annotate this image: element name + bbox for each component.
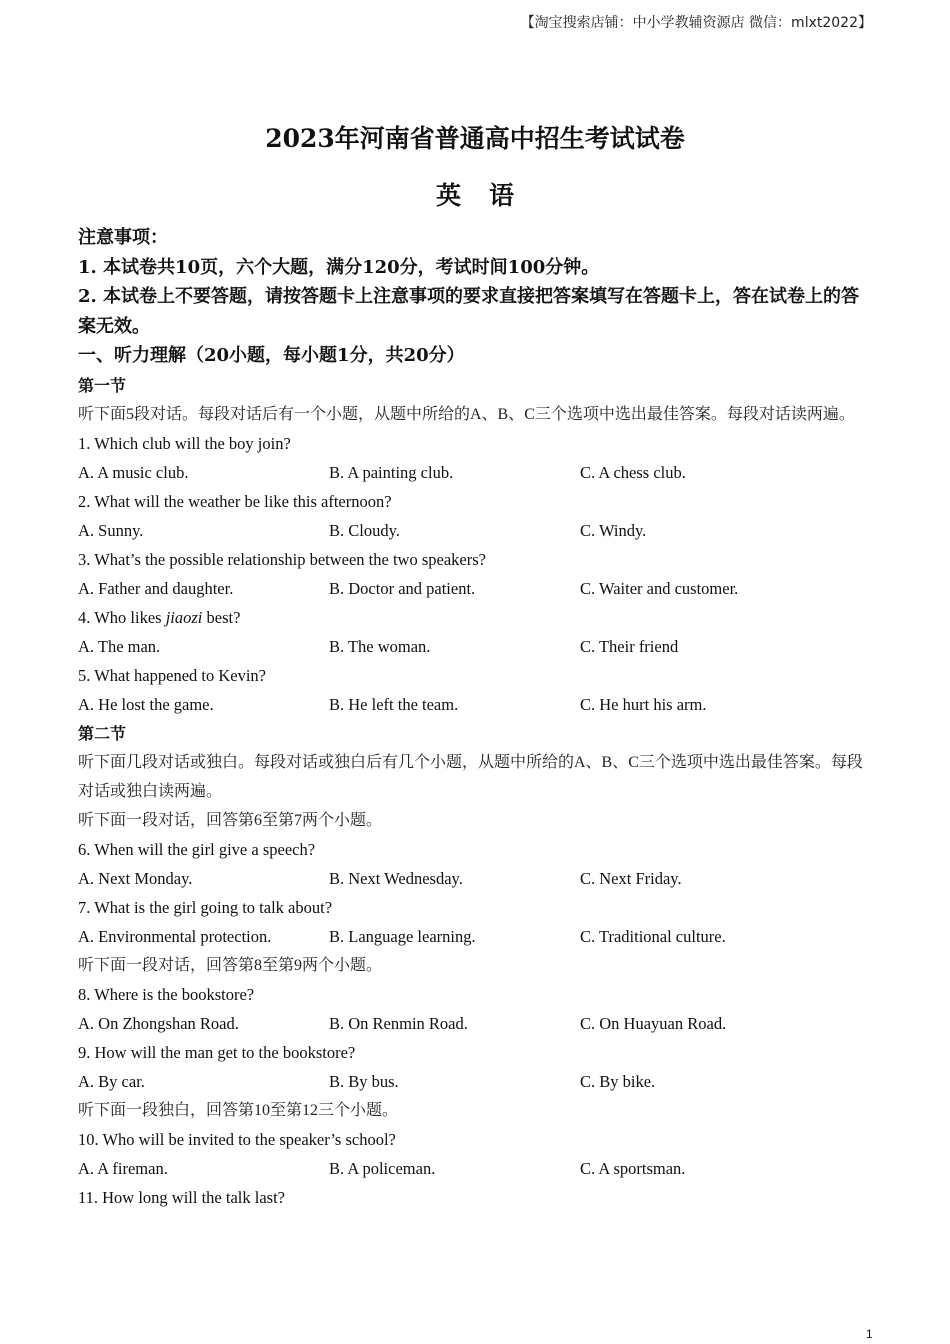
option-c: C. Windy.: [580, 520, 647, 540]
question-stem: 3. What’s the possible relationship between the two speakers?: [78, 549, 486, 569]
question-stem: 2. What will the weather be like this afternoon?: [78, 491, 392, 511]
subject-title: 英语: [435, 181, 542, 210]
option-b: B. Next Wednesday.: [329, 868, 463, 888]
question-options: [78, 1067, 873, 1096]
question-options: [78, 458, 873, 487]
stem-italic-text: jiaozi: [165, 607, 203, 627]
question-stem: 7. What is the girl going to talk about?: [78, 897, 333, 917]
option-b: B. A policeman.: [329, 1158, 436, 1178]
question-stem: 5. What happened to Kevin?: [78, 665, 267, 685]
question-options: [78, 690, 873, 719]
option-a: A. Father and daughter.: [78, 578, 234, 598]
option-b: B. Doctor and patient.: [329, 578, 476, 598]
question-stem: 6. When will the girl give a speech?: [78, 839, 316, 859]
question-options: [78, 922, 873, 951]
part-instruction: 听下面5段对话。每段对话后有一个小题，从题中所给的A、B、C三个选项中选出最佳答案。每段对话读两遍。: [78, 405, 855, 423]
part-heading: 第二节: [78, 723, 127, 743]
section-heading: 一、听力理解（20小题，每小题1分，共20分）: [78, 345, 465, 366]
option-a: A. He lost the game.: [78, 694, 214, 714]
sub-instruction: 听下面一段对话，回答第8至第9两个小题。: [78, 956, 383, 974]
option-c: C. Traditional culture.: [580, 926, 726, 946]
option-b: B. The woman.: [329, 636, 431, 656]
question-stem: 10. Who will be invited to the speaker’s school?: [78, 1129, 396, 1149]
sub-instruction: 听下面一段独白，回答第10至第12三个小题。: [78, 1101, 399, 1119]
notice-line: 1. 本试卷共10页，六个大题，满分120分，考试时间100分钟。: [78, 256, 600, 278]
option-b: B. On Renmin Road.: [329, 1013, 468, 1033]
option-c: C. Waiter and customer.: [580, 578, 739, 598]
question-options: [78, 516, 873, 545]
page-number: 1: [866, 1327, 873, 1341]
exam-content: [78, 223, 873, 1212]
option-b: B. By bus.: [329, 1071, 399, 1091]
option-c: C. By bike.: [580, 1071, 656, 1091]
header-note: 【淘宝搜索店铺：中小学教辅资源店 微信：mlxt2022】: [520, 15, 872, 31]
option-b: B. Language learning.: [329, 926, 476, 946]
option-a: A. Next Monday.: [78, 868, 193, 888]
option-a: A. A fireman.: [78, 1158, 168, 1178]
option-c: C. Next Friday.: [580, 868, 682, 888]
question-stem: 9. How will the man get to the bookstore?: [78, 1042, 356, 1062]
option-a: A. By car.: [78, 1071, 145, 1091]
question-options: [78, 1009, 873, 1038]
stem-text: 4. Who likes: [78, 607, 166, 627]
option-c: C. He hurt his arm.: [580, 694, 707, 714]
exam-title: 2023年河南省普通高中招生考试试卷: [265, 124, 685, 153]
question-stem: 11. How long will the talk last?: [78, 1187, 285, 1207]
option-a: A. Environmental protection.: [78, 926, 272, 946]
option-c: C. A chess club.: [580, 462, 686, 482]
question-stem: [78, 603, 873, 632]
option-b: B. A painting club.: [329, 462, 454, 482]
notice-heading: 注意事项：: [78, 227, 168, 248]
option-c: C. On Huayuan Road.: [580, 1013, 727, 1033]
option-b: B. Cloudy.: [329, 520, 400, 540]
option-c: C. Their friend: [580, 636, 679, 656]
question-options: [78, 574, 873, 603]
question-options: [78, 1154, 873, 1183]
option-a: A. The man.: [78, 636, 161, 656]
sub-instruction: 听下面一段对话，回答第6至第7两个小题。: [78, 811, 383, 829]
option-a: A. On Zhongshan Road.: [78, 1013, 239, 1033]
part-heading: 第一节: [78, 375, 127, 395]
part-instruction: 听下面几段对话或独白。每段对话或独白后有几个小题，从题中所给的A、B、C三个选项中选出最佳答案。每段对话或独白读两遍。: [78, 753, 863, 800]
stem-text: best?: [202, 607, 241, 627]
option-a: A. Sunny.: [78, 520, 144, 540]
question-options: [78, 864, 873, 893]
notice-line: 2. 本试卷上不要答题，请按答题卡上注意事项的要求直接把答案填写在答题卡上，答在试卷上的答案无效。: [78, 286, 860, 337]
option-a: A. A music club.: [78, 462, 189, 482]
question-stem: 1. Which club will the boy join?: [78, 433, 291, 453]
question-options: [78, 632, 873, 661]
question-stem: 8. Where is the bookstore?: [78, 984, 255, 1004]
option-b: B. He left the team.: [329, 694, 459, 714]
option-c: C. A sportsman.: [580, 1158, 686, 1178]
